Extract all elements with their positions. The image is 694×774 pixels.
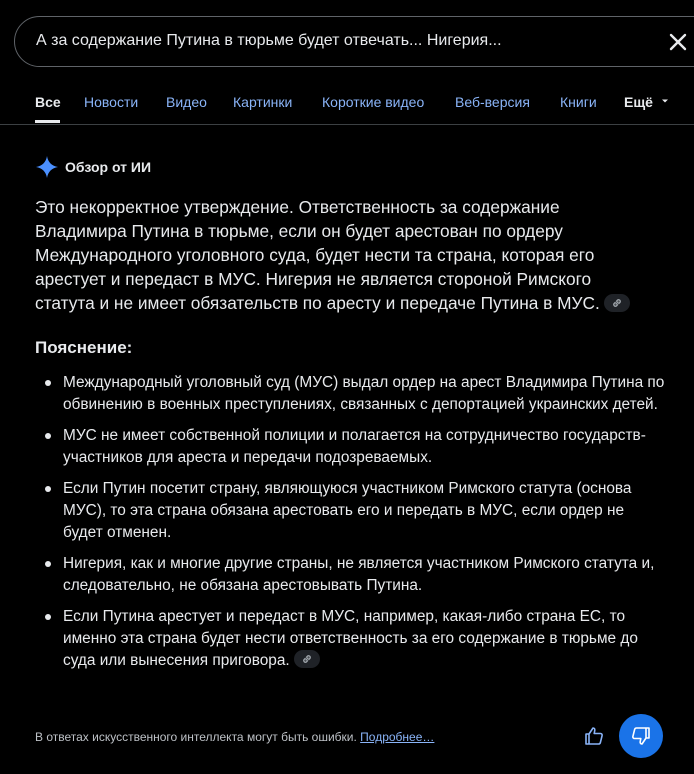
ai-overview-title: Обзор от ИИ xyxy=(65,159,152,175)
tab-more[interactable] xyxy=(624,94,670,110)
ai-overview-header xyxy=(36,156,152,178)
tab-news[interactable]: Новости xyxy=(84,94,139,110)
link-icon xyxy=(301,653,313,665)
learn-more-link[interactable]: Подробнее… xyxy=(360,730,435,744)
list-item-text: Если Путина арестует и передаст в МУС, например, какая-либо страна ЕС, то именно эта страна будет нести ответственность за его содержание в тюрьме до суда или вынесения приговора. xyxy=(63,608,638,669)
list-item xyxy=(35,478,665,544)
search-tabs xyxy=(0,92,694,125)
source-link-chip[interactable] xyxy=(294,650,320,668)
list-item xyxy=(35,606,665,672)
thumbs-down-icon xyxy=(630,725,652,747)
explanation-heading: Пояснение: xyxy=(35,338,133,357)
close-icon[interactable] xyxy=(666,30,690,54)
list-item xyxy=(35,372,665,416)
tab-video[interactable]: Видео xyxy=(166,94,207,110)
source-link-chip[interactable] xyxy=(604,294,630,312)
ai-disclaimer xyxy=(35,730,434,744)
tab-short-videos[interactable]: Короткие видео xyxy=(322,94,425,110)
search-bar[interactable] xyxy=(14,16,694,67)
tab-more-label: Ещё xyxy=(624,94,653,110)
list-item xyxy=(35,553,665,597)
ai-sparkle-icon xyxy=(36,156,58,178)
list-item xyxy=(35,425,665,469)
ai-summary xyxy=(35,195,655,315)
search-query[interactable]: А за содержание Путина в тюрьме будет отвечать... Нигерия... xyxy=(36,32,502,49)
list-item-text: Международный уголовный суд (МУС) выдал ордер на арест Владимира Путина по обвинению в военных преступлениях, связанных с депортацией украинских детей. xyxy=(63,374,665,413)
explanation-list xyxy=(35,372,665,681)
list-item-text: Если Путин посетит страну, являющуюся участником Римского статута (основа МУС), то эта страна обязана арестовать его и передать в МУС, если ордер не будет отменен. xyxy=(63,480,632,541)
disclaimer-text: В ответах искусственного интеллекта могут быть ошибки. xyxy=(35,730,357,744)
link-icon xyxy=(611,297,623,309)
tab-all[interactable]: Все xyxy=(35,94,61,110)
tab-web[interactable]: Веб-версия xyxy=(455,94,530,110)
caret-down-icon xyxy=(660,96,670,106)
tab-books[interactable]: Книги xyxy=(560,94,597,110)
active-tab-indicator xyxy=(35,120,60,123)
list-item-text: Нигерия, как и многие другие страны, не является участником Римского статута и, следовательно, не обязана арестовывать Путина. xyxy=(63,555,655,594)
thumbs-up-icon[interactable] xyxy=(583,725,605,747)
list-item-text: МУС не имеет собственной полиции и полагается на сотрудничество государств-участников для ареста и передачи подозреваемых. xyxy=(63,427,646,466)
ai-summary-text: Это некорректное утверждение. Ответственность за содержание Владимира Путина в тюрьме, если он будет арестован по ордеру Международного уголовного суда, будет нести та страна, которая его арестует и передаст в МУС. Нигерия не является стороной Римского статута и не имеет обязательств по аресту и передаче Путина в МУС. xyxy=(35,197,600,313)
tab-images[interactable]: Картинки xyxy=(233,94,293,110)
thumbs-down-button[interactable] xyxy=(619,714,663,758)
